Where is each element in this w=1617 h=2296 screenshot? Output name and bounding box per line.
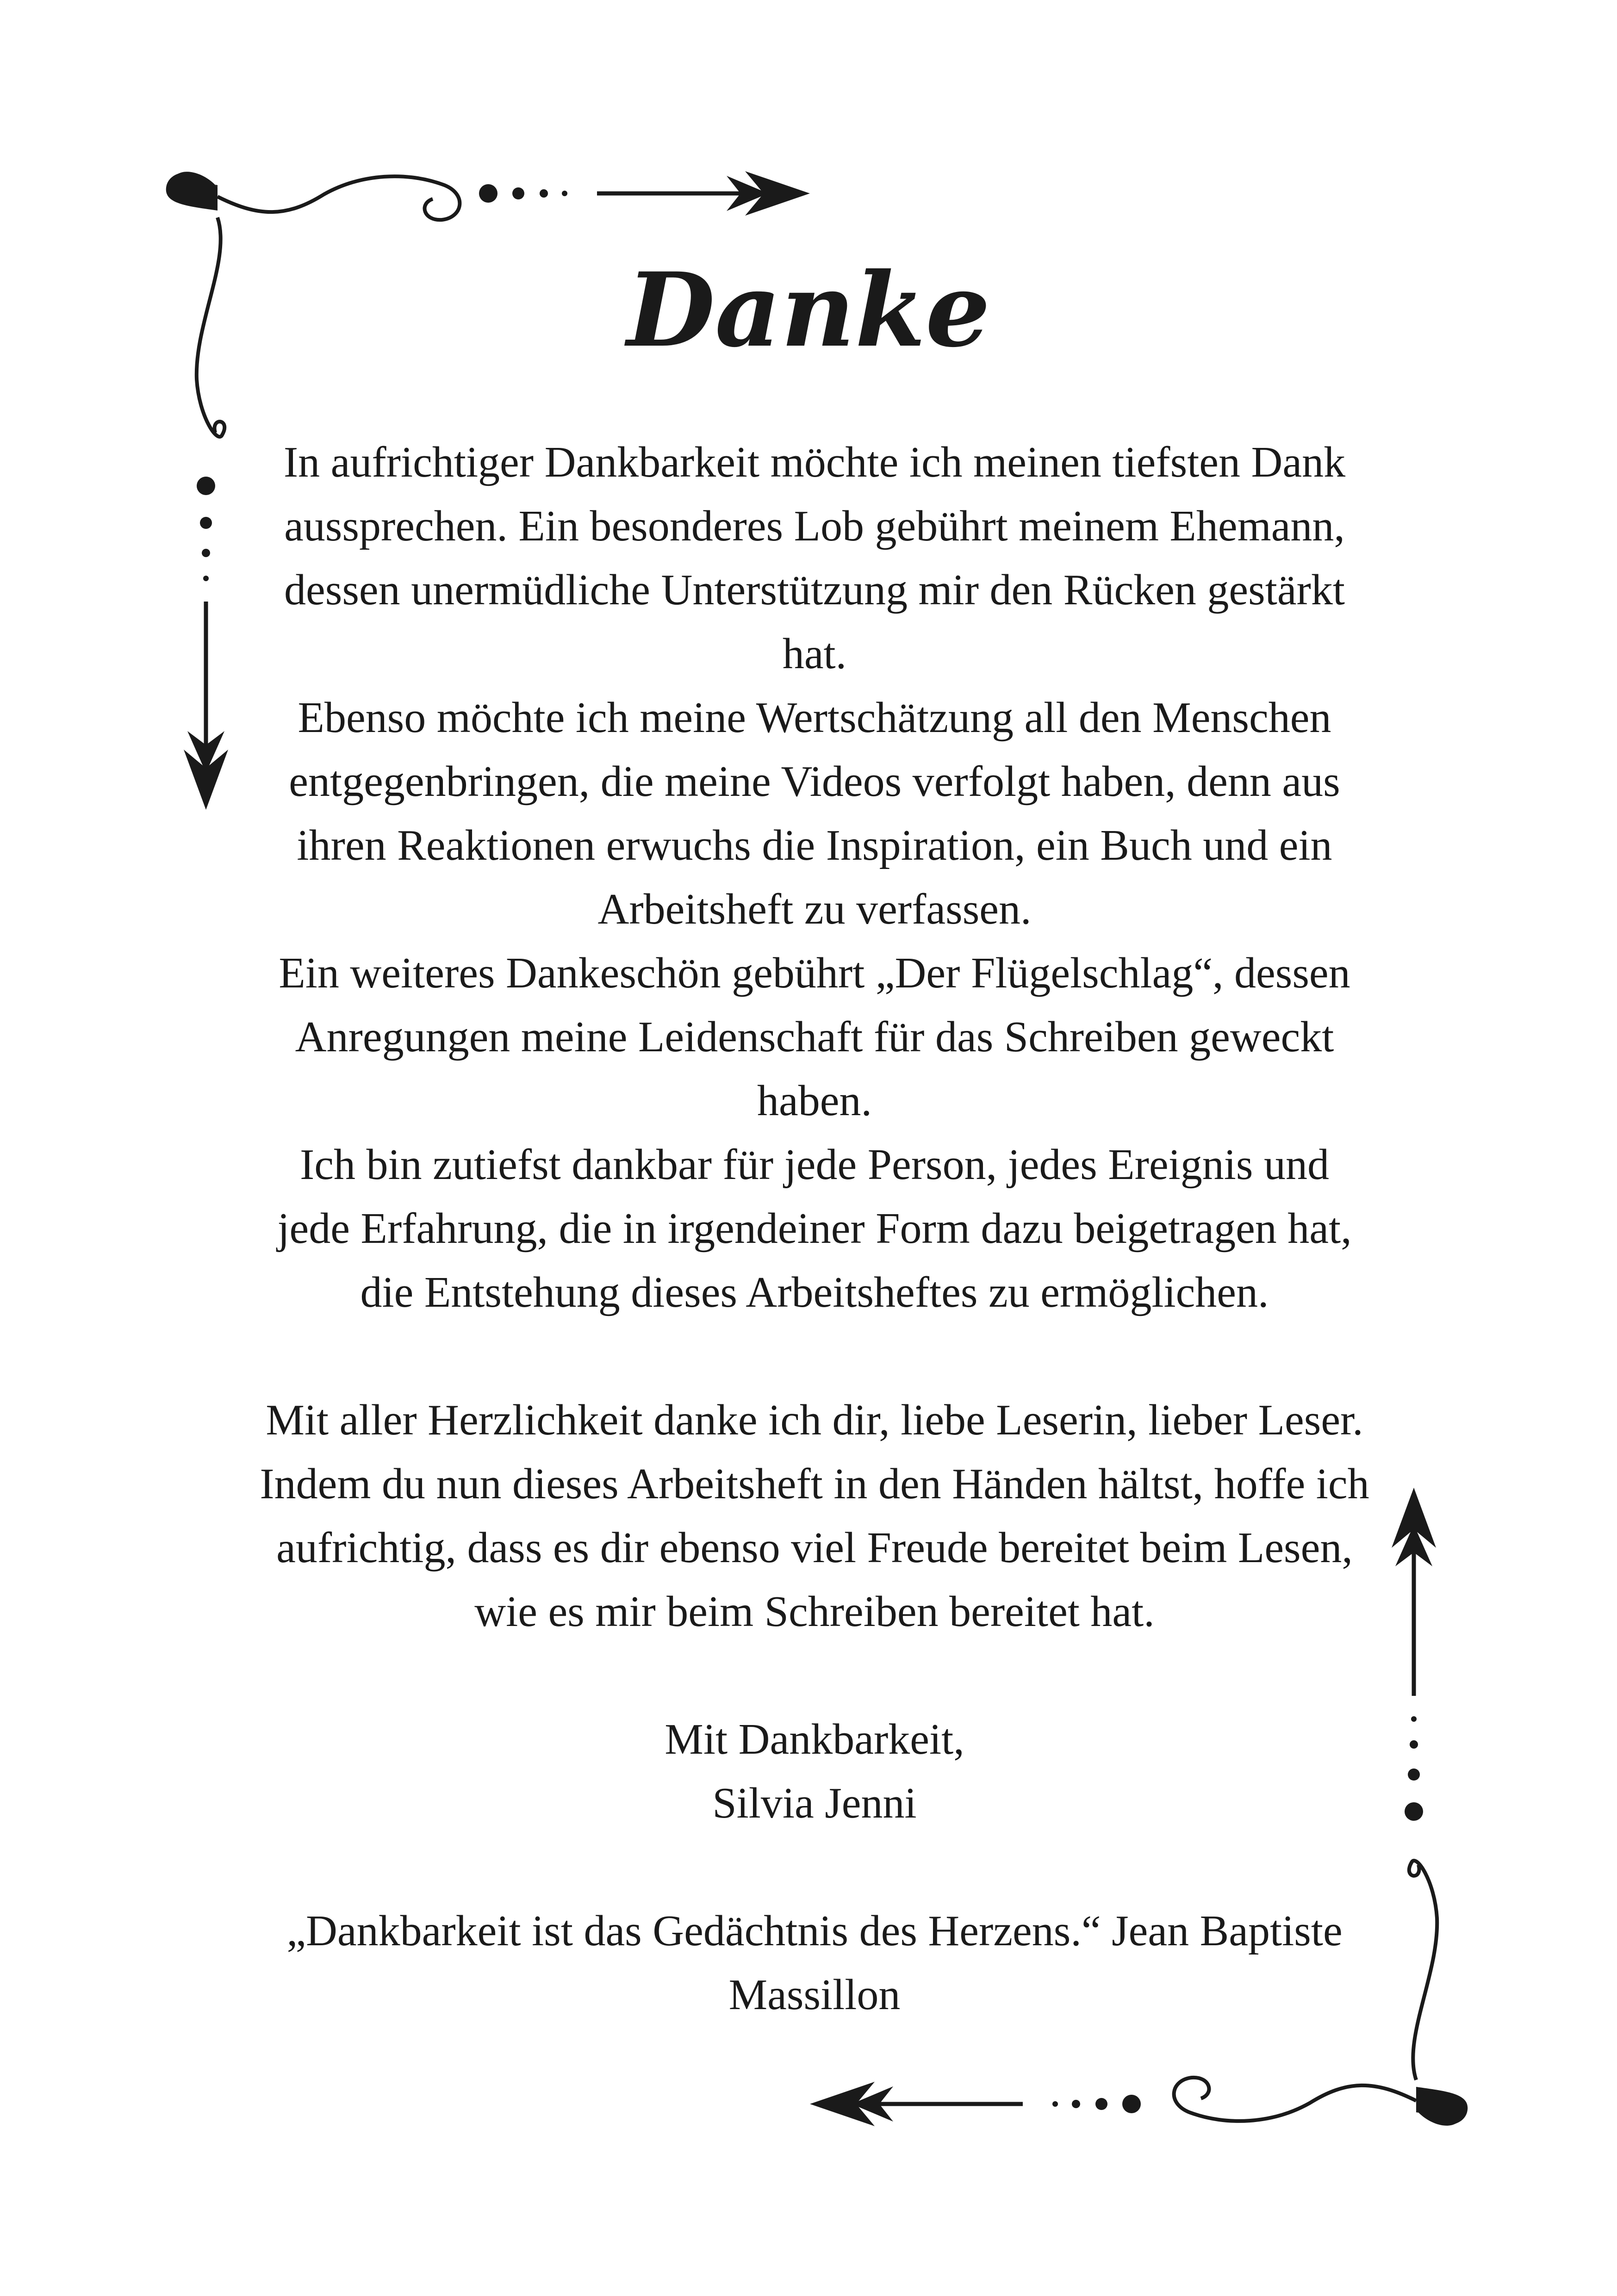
body-text [259, 430, 1370, 2027]
page-title: Danke [627, 250, 990, 370]
swirl-icon [1409, 1861, 1437, 2080]
dot-icon [1072, 2100, 1080, 2108]
dot-icon [1122, 2095, 1141, 2113]
paragraph-thanks-husband: In aufrichtiger Dankbarkeit möchte ich meinen tiefsten Dank aussprechen. Ein besonderes Lob gebührt meinem Ehemann, dessen unermüdliche Unterstützung mir den Rücken gestärkt hat. [283, 438, 1346, 678]
paragraph-thanks-fluegelschlag: Ein weiteres Dankeschön gebührt „Der Flügelschlag“, dessen Anregungen meine Leidenschaft für das Schreiben geweckt haben. [279, 949, 1350, 1125]
dot-icon [1408, 1769, 1420, 1781]
closing-line: Mit Dankbarkeit, [665, 1715, 964, 1763]
paragraph-thanks-everyone: Ich bin zutiefst dankbar für jede Person, jedes Ereignis und jede Erfahrung, die in irgendeiner Form dazu beigetragen hat, die Entstehung dieses Arbeitsheftes zu ermöglichen. [277, 1141, 1352, 1316]
dot-icon [1411, 1716, 1417, 1722]
quote: „Dankbarkeit ist das Gedächtnis des Herzens.“ Jean Baptiste Massillon [286, 1907, 1343, 2019]
dot-icon [1405, 1802, 1423, 1821]
dot-icon [562, 191, 567, 196]
dot-icon [512, 187, 524, 199]
paragraph-thanks-viewers: Ebenso möchte ich meine Wertschätzung all den Menschen entgegenbringen, die meine Videos verfolgt haben, denn aus ihren Reaktionen erwuchs die Inspiration, ein Buch und ein Arbeitsheft zu verfassen. [289, 694, 1340, 933]
dot-icon [200, 517, 212, 529]
spacer [259, 1835, 1370, 1899]
swirl-icon [1174, 2078, 1416, 2121]
dot-icon [1052, 2101, 1058, 2107]
author-name: Silvia Jenni [712, 1779, 917, 1827]
dot-icon [540, 189, 548, 198]
spacer [259, 1324, 1370, 1388]
spacer [259, 1644, 1370, 1707]
swirl-icon [218, 176, 460, 220]
dot-icon [197, 477, 215, 495]
dot-icon [203, 576, 209, 581]
dot-icon [1095, 2098, 1107, 2110]
dot-icon [1410, 1740, 1418, 1749]
dot-icon [479, 184, 498, 203]
dot-icon [202, 549, 210, 557]
paragraph-thanks-reader: Mit aller Herzlichkeit danke ich dir, liebe Leserin, lieber Leser. Indem du nun dieses Arbeitsheft in den Händen hältst, hoffe ich aufrichtig, dass es dir ebenso viel Freude bereitet beim Lesen, wie es mir beim Schreiben bereitet hat. [260, 1396, 1369, 1636]
